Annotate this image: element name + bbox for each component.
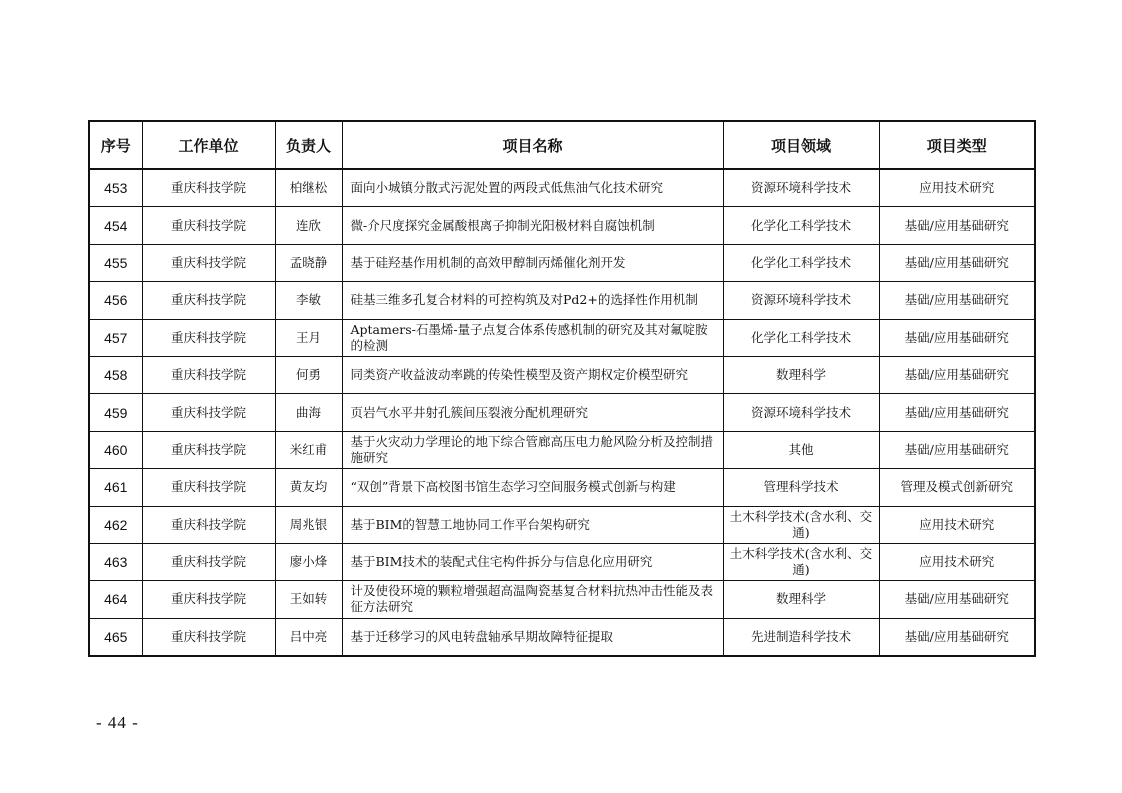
cell-type: 基础/应用基础研究	[879, 394, 1035, 431]
cell-serial: 461	[89, 469, 142, 506]
cell-type: 应用技术研究	[879, 506, 1035, 543]
cell-field: 资源环境科学技术	[723, 394, 879, 431]
cell-field: 数理科学	[723, 356, 879, 393]
cell-leader: 周兆银	[275, 506, 342, 543]
cell-type: 基础/应用基础研究	[879, 319, 1035, 356]
cell-serial: 455	[89, 244, 142, 281]
cell-unit: 重庆科技学院	[142, 319, 275, 356]
cell-unit: 重庆科技学院	[142, 207, 275, 244]
cell-project-name: 基于BIM的智慧工地协同工作平台架构研究	[342, 506, 723, 543]
cell-leader: 曲海	[275, 394, 342, 431]
cell-unit: 重庆科技学院	[142, 469, 275, 506]
cell-project-name: 页岩气水平井射孔簇间压裂液分配机理研究	[342, 394, 723, 431]
table-row	[89, 319, 1035, 356]
cell-type: 基础/应用基础研究	[879, 207, 1035, 244]
cell-field: 土木科学技术(含水利、交通)	[723, 506, 879, 543]
header-field: 项目领域	[723, 121, 879, 169]
table-row	[89, 543, 1035, 580]
cell-field: 先进制造科学技术	[723, 618, 879, 656]
header-leader: 负责人	[275, 121, 342, 169]
cell-project-name: 基于硅羟基作用机制的高效甲醇制丙烯催化剂开发	[342, 244, 723, 281]
cell-field: 数理科学	[723, 581, 879, 618]
cell-field: 资源环境科学技术	[723, 282, 879, 319]
cell-unit: 重庆科技学院	[142, 581, 275, 618]
table-row	[89, 356, 1035, 393]
table-row	[89, 394, 1035, 431]
cell-serial: 458	[89, 356, 142, 393]
cell-unit: 重庆科技学院	[142, 431, 275, 468]
cell-field: 化学化工科学技术	[723, 207, 879, 244]
cell-unit: 重庆科技学院	[142, 356, 275, 393]
cell-field: 管理科学技术	[723, 469, 879, 506]
cell-type: 基础/应用基础研究	[879, 581, 1035, 618]
cell-type: 管理及模式创新研究	[879, 469, 1035, 506]
cell-serial: 464	[89, 581, 142, 618]
cell-project-name: 基于火灾动力学理论的地下综合管廊高压电力舱风险分析及控制措施研究	[342, 431, 723, 468]
table-row	[89, 618, 1035, 656]
cell-serial: 463	[89, 543, 142, 580]
cell-leader: 何勇	[275, 356, 342, 393]
cell-serial: 453	[89, 169, 142, 207]
cell-type: 应用技术研究	[879, 543, 1035, 580]
cell-serial: 462	[89, 506, 142, 543]
cell-leader: 米红甫	[275, 431, 342, 468]
cell-type: 应用技术研究	[879, 169, 1035, 207]
cell-serial: 454	[89, 207, 142, 244]
table-row	[89, 581, 1035, 618]
table-row	[89, 431, 1035, 468]
cell-project-name: 面向小城镇分散式污泥处置的两段式低焦油气化技术研究	[342, 169, 723, 207]
cell-project-name: 同类资产收益波动率跳的传染性模型及资产期权定价模型研究	[342, 356, 723, 393]
cell-project-name: “双创”背景下高校图书馆生态学习空间服务模式创新与构建	[342, 469, 723, 506]
table-row	[89, 469, 1035, 506]
cell-project-name: 基于BIM技术的装配式住宅构件拆分与信息化应用研究	[342, 543, 723, 580]
cell-field: 化学化工科学技术	[723, 244, 879, 281]
cell-serial: 465	[89, 618, 142, 656]
project-table	[88, 120, 1036, 657]
cell-leader: 廖小烽	[275, 543, 342, 580]
cell-project-name: 硅基三维多孔复合材料的可控构筑及对Pd2+的选择性作用机制	[342, 282, 723, 319]
cell-type: 基础/应用基础研究	[879, 431, 1035, 468]
cell-project-name: Aptamers-石墨烯-量子点复合体系传感机制的研究及其对氟啶胺的检测	[342, 319, 723, 356]
cell-unit: 重庆科技学院	[142, 282, 275, 319]
cell-project-name: 计及使役环境的颗粒增强超高温陶瓷基复合材料抗热冲击性能及表征方法研究	[342, 581, 723, 618]
table-row	[89, 506, 1035, 543]
cell-serial: 457	[89, 319, 142, 356]
cell-unit: 重庆科技学院	[142, 543, 275, 580]
header-unit: 工作单位	[142, 121, 275, 169]
cell-leader: 柏继松	[275, 169, 342, 207]
cell-leader: 连欣	[275, 207, 342, 244]
cell-serial: 456	[89, 282, 142, 319]
table-row	[89, 169, 1035, 207]
header-serial: 序号	[89, 121, 142, 169]
cell-leader: 李敏	[275, 282, 342, 319]
page-number: - 44 -	[96, 713, 139, 732]
cell-unit: 重庆科技学院	[142, 618, 275, 656]
header-type: 项目类型	[879, 121, 1035, 169]
cell-unit: 重庆科技学院	[142, 169, 275, 207]
cell-field: 土木科学技术(含水利、交通)	[723, 543, 879, 580]
cell-unit: 重庆科技学院	[142, 394, 275, 431]
cell-leader: 黄友均	[275, 469, 342, 506]
cell-type: 基础/应用基础研究	[879, 282, 1035, 319]
cell-unit: 重庆科技学院	[142, 244, 275, 281]
cell-type: 基础/应用基础研究	[879, 356, 1035, 393]
project-table-container	[88, 120, 1034, 657]
cell-leader: 王如转	[275, 581, 342, 618]
table-row	[89, 207, 1035, 244]
cell-project-name: 微-介尺度探究金属酸根离子抑制光阳极材料自腐蚀机制	[342, 207, 723, 244]
cell-field: 其他	[723, 431, 879, 468]
cell-leader: 王月	[275, 319, 342, 356]
cell-type: 基础/应用基础研究	[879, 618, 1035, 656]
cell-unit: 重庆科技学院	[142, 506, 275, 543]
cell-leader: 吕中亮	[275, 618, 342, 656]
cell-field: 资源环境科学技术	[723, 169, 879, 207]
table-header-row	[89, 121, 1035, 169]
cell-serial: 460	[89, 431, 142, 468]
cell-field: 化学化工科学技术	[723, 319, 879, 356]
cell-type: 基础/应用基础研究	[879, 244, 1035, 281]
table-row	[89, 282, 1035, 319]
cell-project-name: 基于迁移学习的风电转盘轴承早期故障特征提取	[342, 618, 723, 656]
table-row	[89, 244, 1035, 281]
cell-leader: 孟晓静	[275, 244, 342, 281]
header-project-name: 项目名称	[342, 121, 723, 169]
cell-serial: 459	[89, 394, 142, 431]
